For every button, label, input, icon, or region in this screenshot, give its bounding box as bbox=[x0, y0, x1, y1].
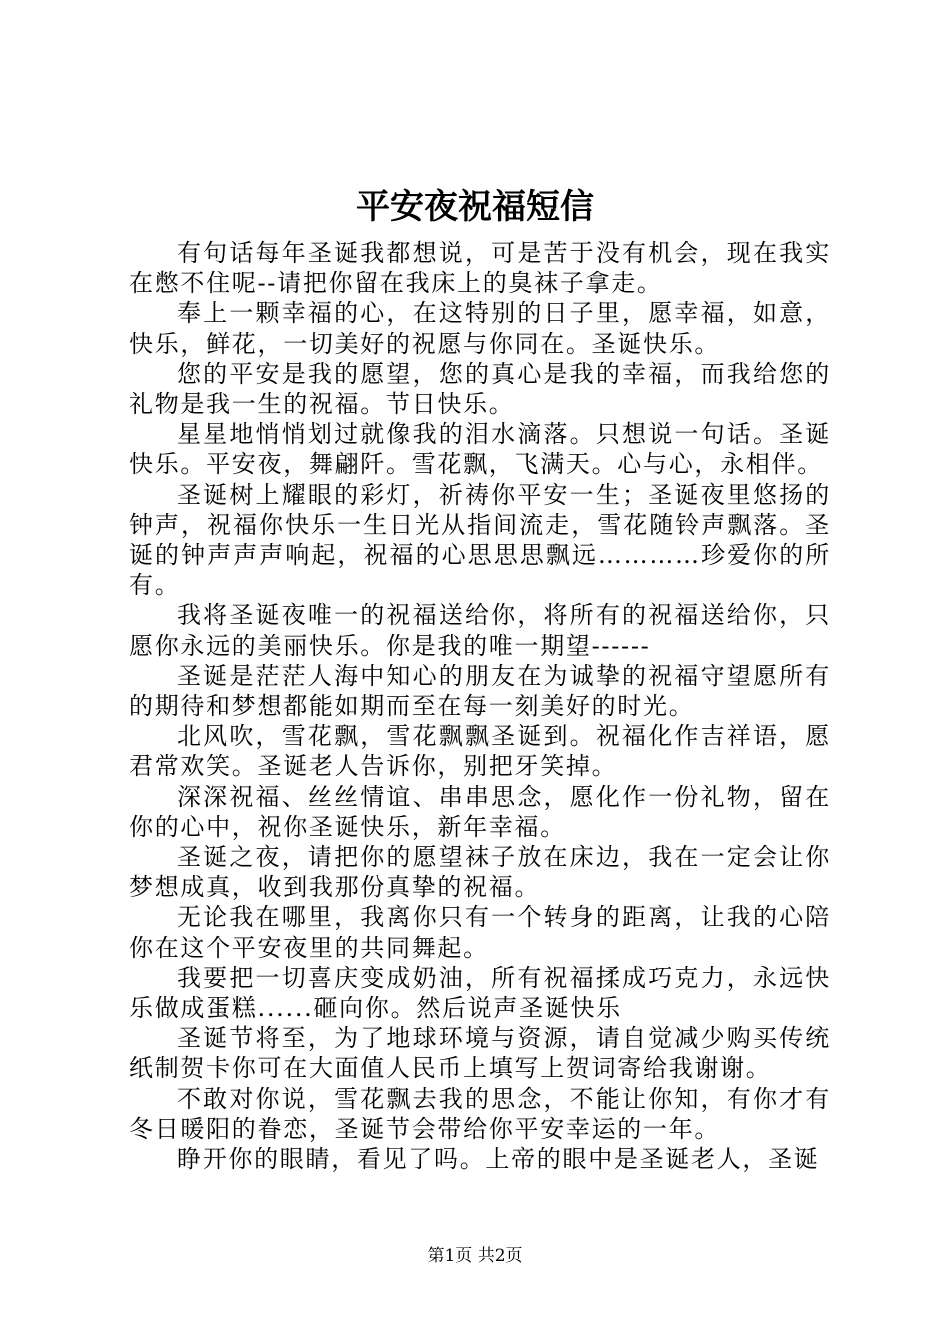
paragraph: 深深祝福、丝丝情谊、串串思念，愿化作一份礼物，留在你的心中，祝你圣诞快乐，新年幸福。 bbox=[129, 782, 831, 841]
paragraph: 奉上一颗幸福的心，在这特别的日子里，愿幸福，如意，快乐，鲜花，一切美好的祝愿与你同在。圣诞快乐。 bbox=[129, 299, 831, 358]
paragraph: 我将圣诞夜唯一的祝福送给你，将所有的祝福送给你，只愿你永远的美丽快乐。你是我的唯一期望------ bbox=[129, 601, 831, 660]
paragraph: 圣诞之夜，请把你的愿望袜子放在床边，我在一定会让你梦想成真，收到我那份真挚的祝福。 bbox=[129, 843, 831, 902]
paragraph: 我要把一切喜庆变成奶油，所有祝福揉成巧克力，永远快乐做成蛋糕......砸向你。然后说声圣诞快乐 bbox=[129, 963, 831, 1023]
paragraph: 圣诞节将至，为了地球环境与资源，请自觉减少购买传统纸制贺卡你可在大面值人民币上填写上贺词寄给我谢谢。 bbox=[129, 1024, 831, 1083]
paragraph: 有句话每年圣诞我都想说，可是苦于没有机会，现在我实在憋不住呢--请把你留在我床上的臭袜子拿走。 bbox=[129, 239, 831, 298]
document-body bbox=[129, 238, 831, 1174]
paragraph: 圣诞树上耀眼的彩灯，祈祷你平安一生；圣诞夜里悠扬的钟声，祝福你快乐一生日光从指间流走，雪花随铃声飘落。圣诞的钟声声声响起，祝福的心思思思飘远…………珍爱你的所有。 bbox=[129, 480, 831, 600]
paragraph: 您的平安是我的愿望，您的真心是我的幸福，而我给您的礼物是我一生的祝福。节日快乐。 bbox=[129, 359, 831, 419]
page-number-footer: 第1页 共2页 bbox=[427, 1246, 523, 1266]
paragraph: 无论我在哪里，我离你只有一个转身的距离，让我的心陪你在这个平安夜里的共同舞起。 bbox=[129, 903, 831, 962]
paragraph: 北风吹，雪花飘，雪花飘飘圣诞到。祝福化作吉祥语，愿君常欢笑。圣诞老人告诉你，别把牙笑掉。 bbox=[129, 722, 831, 781]
paragraph: 圣诞是茫茫人海中知心的朋友在为诚挚的祝福守望愿所有的期待和梦想都能如期而至在每一刻美好的时光。 bbox=[129, 661, 831, 721]
document-title: 平安夜祝福短信 bbox=[356, 187, 594, 227]
paragraph: 不敢对你说，雪花飘去我的思念，不能让你知，有你才有冬日暖阳的眷恋，圣诞节会带给你平安幸运的一年。 bbox=[129, 1084, 831, 1143]
paragraph: 星星地悄悄划过就像我的泪水滴落。只想说一句话。圣诞快乐。平安夜，舞翩阡。雪花飘，飞满天。心与心，永相伴。 bbox=[129, 420, 831, 479]
paragraph: 睁开你的眼睛，看见了吗。上帝的眼中是圣诞老人，圣诞 bbox=[177, 1145, 820, 1174]
